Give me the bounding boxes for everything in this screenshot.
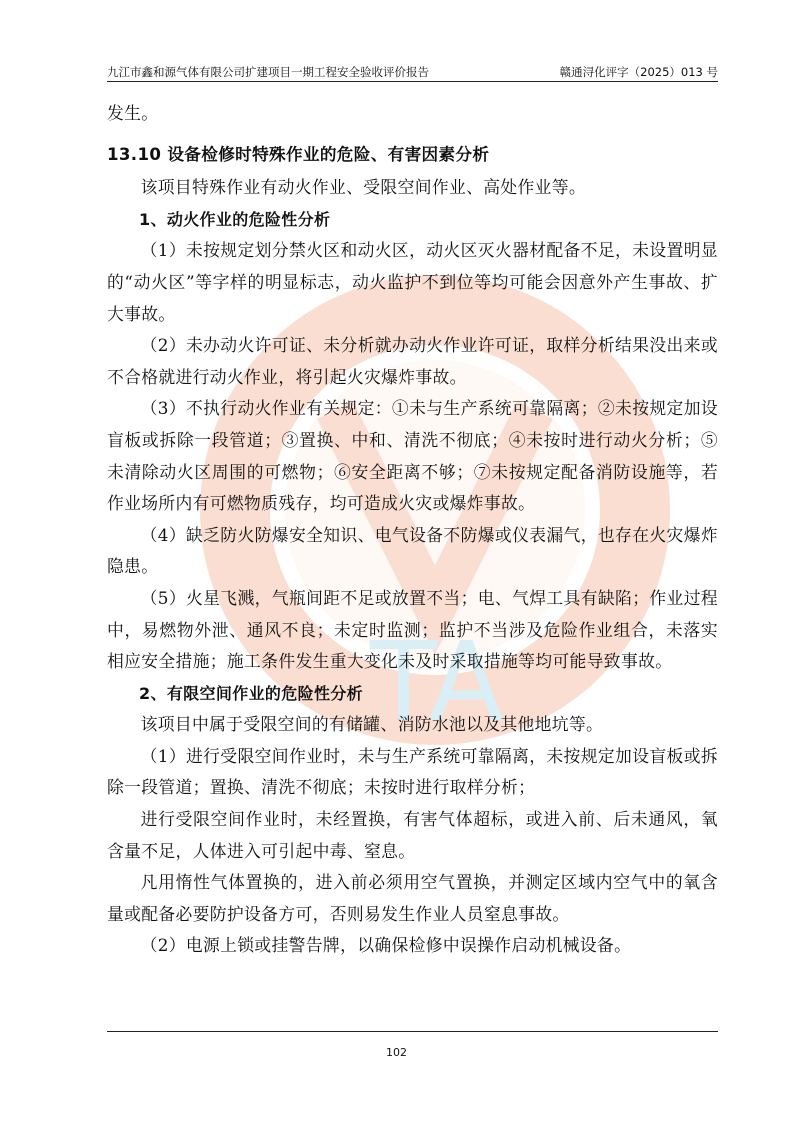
paragraph-continuation: 发生。 [107, 103, 159, 123]
subsection-title-confined-space: 2、有限空间作业的危险性分析 [139, 683, 364, 703]
confined-space-item-1: （1）进行受限空间作业时，未与生产系统可靠隔离，未按规定加设盲板或拆除一段管道；置换、清洗不彻底；未按时进行取样分析； [107, 745, 718, 798]
hot-work-item-4: （4）缺乏防火防爆安全知识、电气设备不防爆或仪表漏气，也存在火灾爆炸隐患。 [107, 524, 718, 577]
subsection-title-hot-work: 1、动火作业的危险性分析 [139, 209, 331, 229]
confined-space-item-3: 凡用惰性气体置换的，进入前必须用空气置换，并测定区域内空气中的氧含量或配备必要防护设备方可，否则易发生作业人员窒息事故。 [107, 872, 718, 924]
footer-divider [107, 1031, 718, 1032]
confined-space-item-2: 进行受限空间作业时，未经置换，有害气体超标，或进入前、后未通风，氧含量不足，人体进入可引起中毒、窒息。 [107, 809, 718, 861]
hot-work-item-5: （5）火星飞溅，气瓶间距不足或放置不当；电、气焊工具有缺陷；作业过程中，易燃物外泄、通风不良；未定时监测；监护不当涉及危险作业组合，未落实相应安全措施；施工条件发生重大变化未及时采取措施等均可能导致事故。 [107, 587, 718, 672]
page-header [107, 64, 718, 82]
section-intro: 该项目特殊作业有动火作业、受限空间作业、高处作业等。 [140, 177, 587, 198]
hot-work-item-2: （2）未办动火许可证、未分析就办动火作业许可证，取样分析结果没出来或不合格就进行动火作业，将引起火灾爆炸事故。 [107, 335, 718, 387]
hot-work-item-1: （1）未按规定划分禁火区和动火区，动火区灭火器材配备不足，未设置明显的“动火区”等字样的明显标志，动火监护不到位等均可能会因意外产生事故、扩大事故。 [107, 240, 718, 324]
watermark-text: TA [370, 618, 504, 746]
hot-work-item-3: （3）不执行动火作业有关规定：①未与生产系统可靠隔离；②未按规定加设盲板或拆除一段管道；③置换、中和、清洗不彻底；④未按时进行动火分析；⑤未清除动火区周围的可燃物；⑥安全距离不够；⑦未按规定配备消防设施等，若作业场所内有可燃物质残存，均可造成火灾或爆炸事故。 [107, 398, 718, 514]
header-report-title: 九江市鑫和源气体有限公司扩建项目一期工程安全验收评价报告 [107, 65, 429, 79]
section-title: 13.10 设备检修时特殊作业的危险、有害因素分析 [107, 144, 490, 164]
document-body [107, 98, 718, 962]
page-number: 102 [386, 1046, 407, 1059]
confined-space-item-4: （2）电源上锁或挂警告牌，以确保检修中误操作启动机械设备。 [140, 935, 632, 956]
header-report-number: 赣通浔化评字（2025）013 号 [559, 65, 718, 79]
confined-space-intro: 该项目中属于受限空间的有储罐、消防水池以及其他地坑等。 [140, 714, 604, 735]
